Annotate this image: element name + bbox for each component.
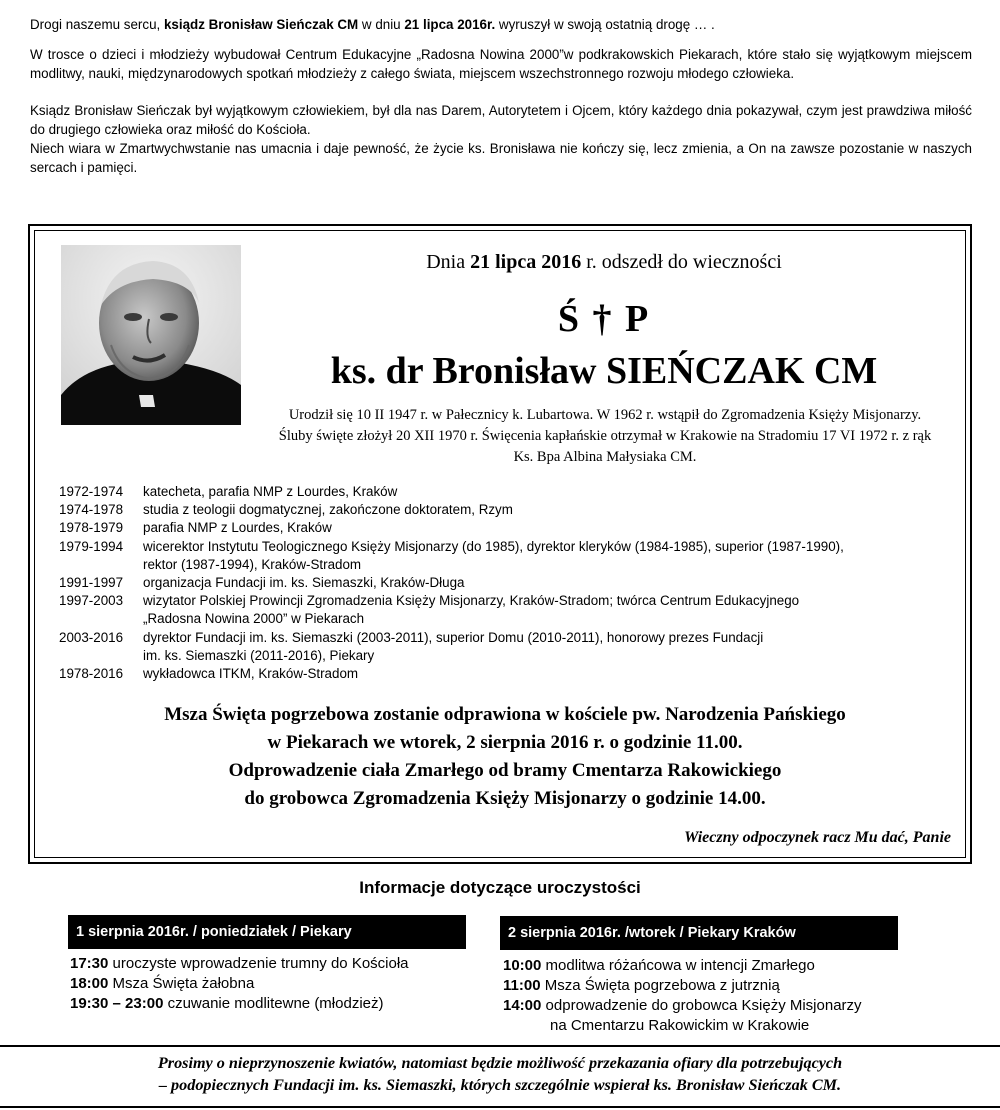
- career-years: 1979-1994: [59, 538, 124, 554]
- mass-line: do grobowca Zgromadzenia Księży Misjonarzy o godzinie 14.00.: [244, 788, 766, 809]
- footer-line: Prosimy o nieprzynoszenie kwiatów, natomiast będzie możliwość przekazania ofiary dla potrzebujących: [157, 1054, 843, 1072]
- career-line: im. ks. Siemaszki (2011-2016), Piekary: [143, 647, 375, 663]
- career-desc: [143, 592, 959, 628]
- career-years: 2003-2016: [59, 629, 124, 645]
- priest-portrait-icon: [61, 245, 241, 425]
- career-years: 1978-2016: [59, 666, 124, 682]
- intro-text-span: w dniu: [358, 17, 405, 32]
- biography: Urodził się 10 II 1947 r. w Pałecznicy k. Lubartowa. W 1962 r. wstąpił do Zgromadzenia Księży Misjonarzy. Śluby święte złożył 20 XII 1970 r. Święcenia kapłańskie otrzymał w Krakowie na Stradomiu 17 VI 1972 r. z rąk Ks. Bpa Albina Małysiaka CM.: [278, 407, 932, 465]
- career-item: [59, 483, 959, 501]
- mass-line: Msza Święta pogrzebowa zostanie odprawiona w kościele pw. Narodzenia Pańskiego: [164, 704, 846, 725]
- footer-line: – podopiecznych Fundacji im. ks. Siemaszki, których szczególnie wspierał ks. Bronisław Sieńczak CM.: [158, 1076, 842, 1094]
- death-text: Dnia: [426, 251, 471, 273]
- intro-paragraph-1: [30, 15, 972, 34]
- career-desc: parafia NMP z Lourdes, Kraków: [143, 520, 332, 536]
- schedule-item: [70, 994, 470, 1014]
- career-line: rektor (1987-1994), Kraków-Stradom: [143, 556, 362, 572]
- intro-paragraph-3: Ksiądz Bronisław Sieńczak był wyjątkowym człowiekiem, był dla nas Darem, Autorytetem i Ojcem, który każdego dnia pokazywał, czym jest prawdziwa miłość do drugiego człowieka oraz miłość do Kościoła.: [30, 103, 972, 137]
- career-years: 1974-1978: [59, 502, 124, 518]
- schedule-time: 10:00: [503, 957, 542, 974]
- career-item: [59, 629, 959, 665]
- schedule-item: [70, 974, 470, 994]
- career-item: [59, 592, 959, 628]
- schedule-time: 17:30: [70, 955, 109, 972]
- career-desc: [143, 629, 959, 665]
- intro-paragraph-2: W trosce o dzieci i młodzieży wybudował Centrum Edukacyjne „Radosna Nowina 2000”w podkrakowskich Piekarach, które stało się wyjątkowym miejscem modlitwy, nauki, międzynarodowych spotkań młodzieży z całego świata, miejscem wszechstronnego rozwoju młodego człowieka.: [30, 47, 972, 81]
- career-item: [59, 519, 959, 537]
- schedule-item: [503, 996, 953, 1016]
- career-desc: katecheta, parafia NMP z Lourdes, Kraków: [143, 484, 398, 499]
- death-date: 21 lipca 2016: [470, 251, 582, 273]
- career-list: [59, 483, 959, 683]
- career-years: 1972-1974: [59, 484, 124, 499]
- day1-schedule: [70, 954, 470, 1014]
- day1-header: 1 sierpnia 2016r. / poniedziałek / Piekary: [68, 915, 466, 949]
- career-line: wizytator Polskiej Prowincji Zgromadzenia Księży Misjonarzy, Kraków-Stradom; twórca Centrum Edukacyjnego: [143, 593, 800, 609]
- schedule-time: 11:00: [503, 977, 541, 994]
- career-desc: organizacja Fundacji im. ks. Siemaszki, Kraków-Długa: [143, 575, 465, 591]
- career-item: [59, 574, 959, 592]
- schedule-text: uroczyste wprowadzenie trumny do Kościoła: [108, 955, 409, 972]
- career-years: 1997-2003: [59, 593, 124, 609]
- career-years: 1991-1997: [59, 575, 124, 591]
- info-title: Informacje dotyczące uroczystości: [359, 878, 641, 897]
- intro-text-span: wyruszył w swoją ostatnią drogę … .: [495, 17, 715, 32]
- priest-name-bold: ksiądz Bronisław Sieńczak CM: [163, 17, 359, 32]
- career-years: 1978-1979: [59, 520, 124, 536]
- mass-line: Odprowadzenie ciała Zmarłego od bramy Cmentarza Rakowickiego: [228, 760, 782, 781]
- day2-schedule: [503, 956, 953, 1036]
- deceased-name: ks. dr Bronisław SIEŃCZAK CM: [330, 350, 878, 392]
- career-line: wicerektor Instytutu Teologicznego Księży Misjonarzy (do 1985), dyrektor kleryków (1984-1985), superior (1987-1990),: [143, 538, 844, 554]
- day2-header: 2 sierpnia 2016r. /wtorek / Piekary Kraków: [500, 916, 898, 950]
- career-line: dyrektor Fundacji im. ks. Siemaszki (2003-2011), superior Domu (2010-2011), honorowy prezes Fundacji: [143, 629, 764, 645]
- death-announcement: [265, 251, 943, 274]
- mass-line: w Piekarach we wtorek, 2 sierpnia 2016 r. o godzinie 11.00.: [267, 732, 743, 753]
- career-desc: [143, 538, 959, 574]
- eternal-rest-prayer: Wieczny odpoczynek racz Mu dać, Panie: [684, 829, 951, 846]
- intro-text-span: Drogi naszemu sercu,: [30, 17, 164, 32]
- career-item: [59, 665, 959, 683]
- schedule-time: 14:00: [503, 997, 542, 1014]
- schedule-time: 19:30 – 23:00: [70, 995, 164, 1012]
- portrait-photo: [61, 245, 241, 425]
- obituary-frame: [28, 224, 972, 864]
- intro-text: [30, 15, 972, 177]
- date-bold: 21 lipca 2016r.: [404, 17, 496, 32]
- intro-paragraph-4: Niech wiara w Zmartwychwstanie nas umacnia i daje pewność, że życie ks. Bronisława nie kończy się, lecz zmienia, a On na zawsze pozostanie w naszych sercach i pamięci.: [30, 141, 972, 175]
- death-text: r. odszedł do wieczności: [581, 251, 782, 273]
- career-desc: studia z teologii dogmatycznej, zakończone doktoratem, Rzym: [143, 502, 513, 518]
- divider: [0, 1045, 1000, 1047]
- career-item: [59, 538, 959, 574]
- career-item: [59, 501, 959, 519]
- schedule-continuation: na Cmentarzu Rakowickim w Krakowie: [550, 1017, 810, 1034]
- schedule-item: [503, 976, 953, 996]
- career-desc: wykładowca ITKM, Kraków-Stradom: [143, 666, 359, 682]
- career-line: „Radosna Nowina 2000” w Piekarach: [143, 611, 365, 627]
- obituary-inner-frame: [34, 230, 966, 858]
- schedule-text: Msza Święta żałobna: [108, 975, 255, 992]
- schedule-time: 18:00: [70, 975, 109, 992]
- schedule-item: [70, 954, 470, 974]
- sp-heading: Ś † P: [557, 298, 651, 340]
- schedule-text: Msza Święta pogrzebowa z jutrznią: [540, 977, 780, 994]
- schedule-text: modlitwa różańcowa w intencji Zmarłego: [541, 957, 815, 974]
- funeral-mass-info: [75, 701, 935, 813]
- schedule-text: czuwanie modlitewne (młodzież): [163, 995, 384, 1012]
- schedule-item: [503, 956, 953, 976]
- schedule-text: odprowadzenie do grobowca Księży Misjonarzy: [541, 997, 862, 1014]
- divider: [0, 1106, 1000, 1108]
- footer-note: [0, 1052, 1000, 1096]
